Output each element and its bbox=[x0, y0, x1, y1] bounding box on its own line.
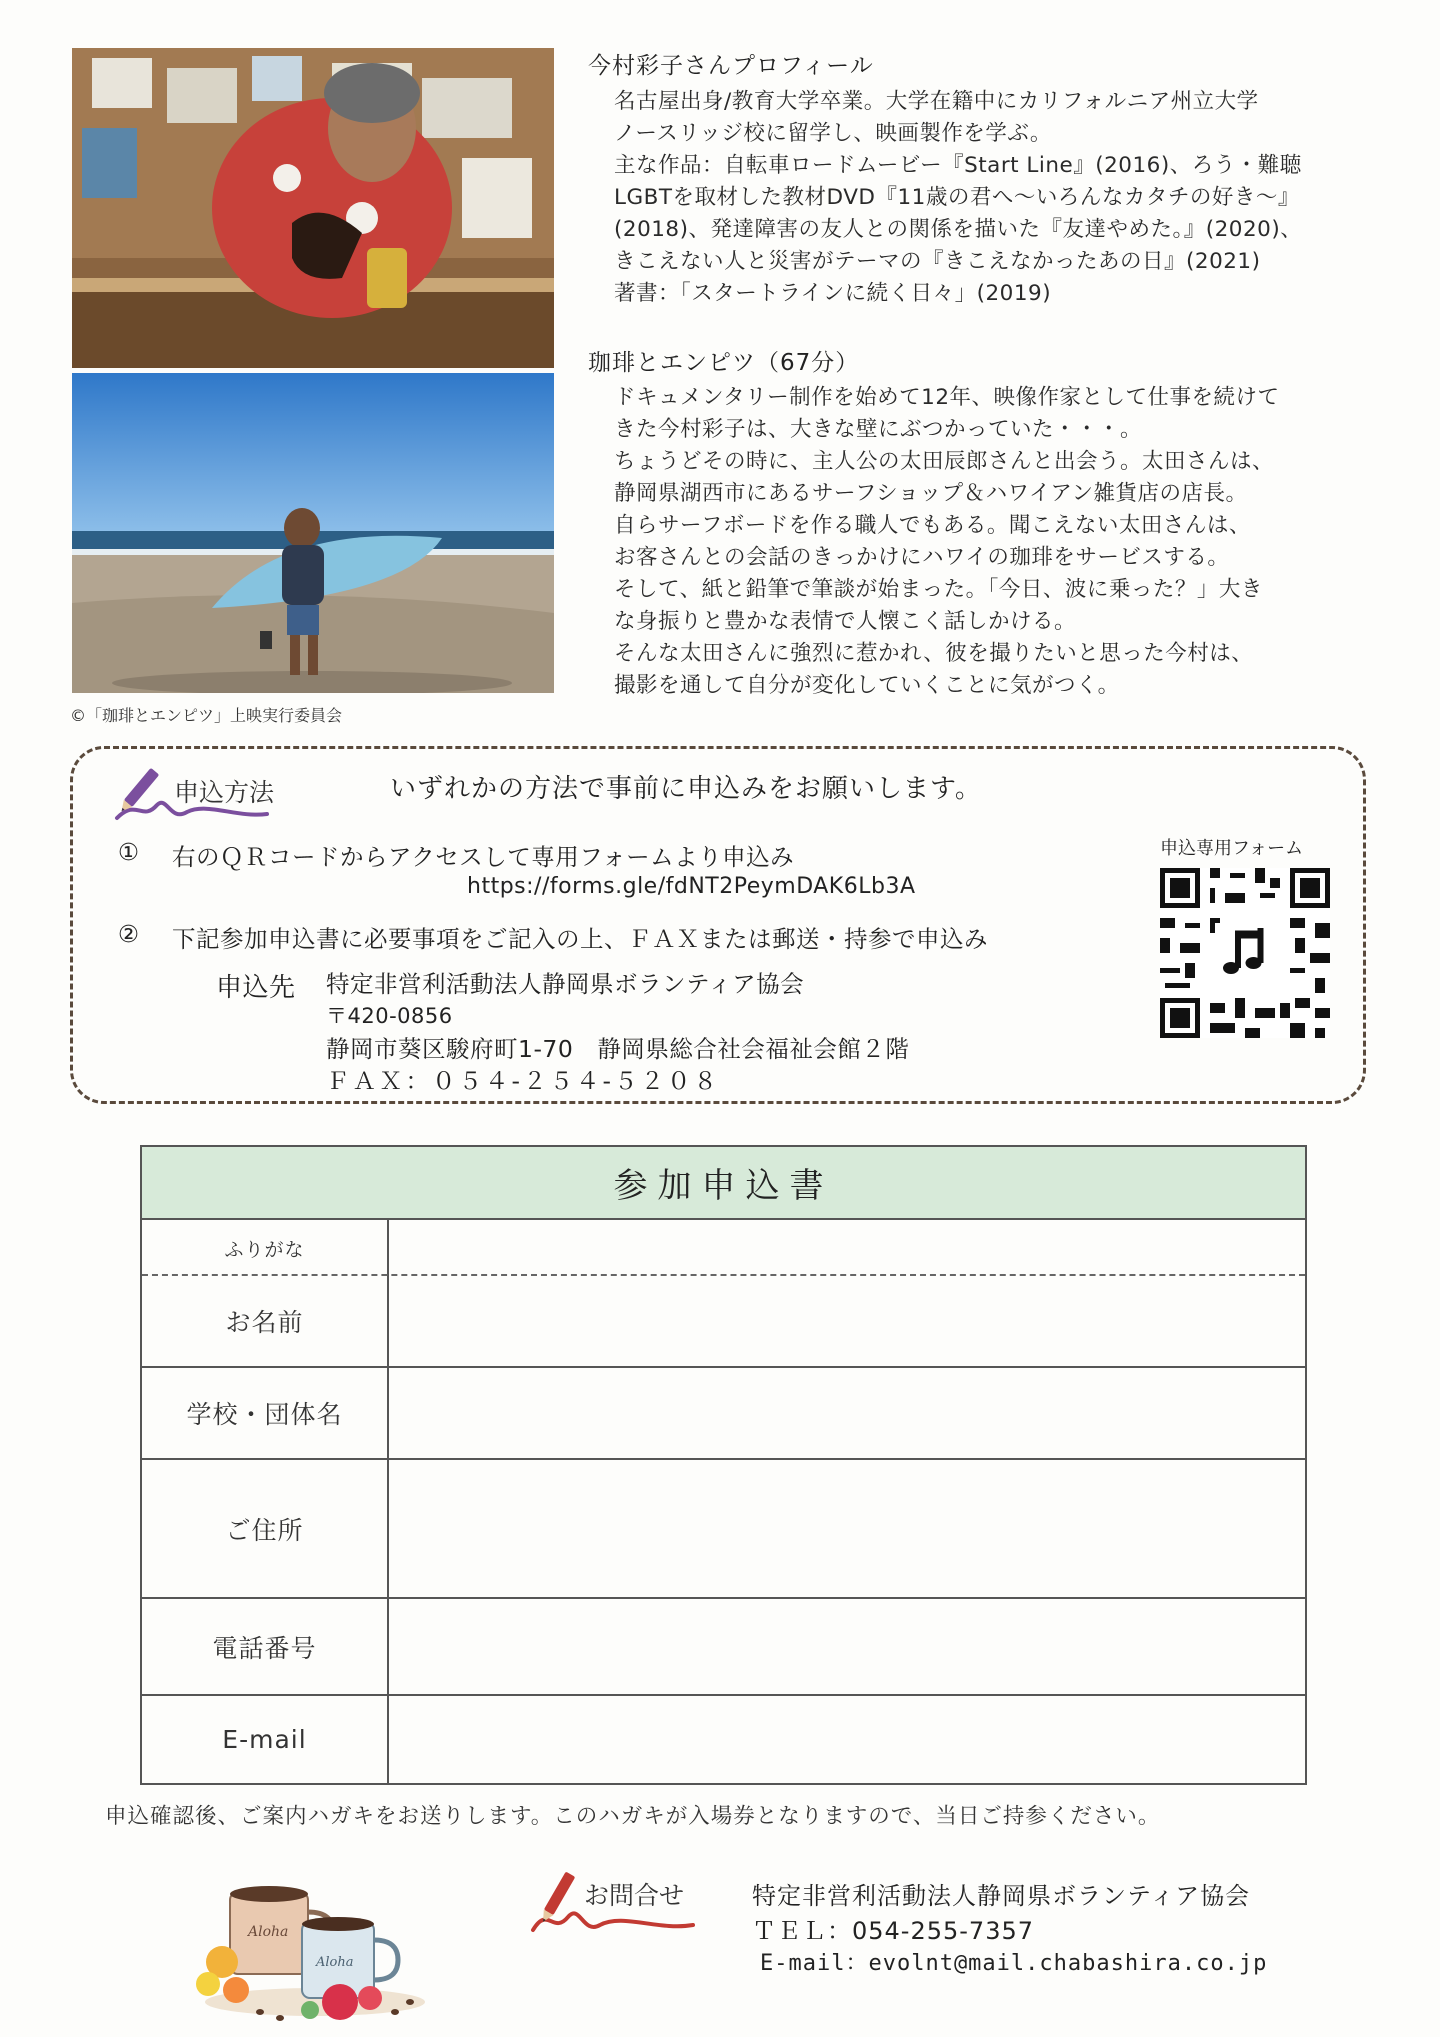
film-line: ちょうどその時に、主人公の太田辰郎さんと出会う。太田さんは、 bbox=[614, 449, 1275, 474]
method-item1-text: 右のＱＲコードからアクセスして専用フォームより申込み bbox=[172, 843, 795, 871]
photo-surfer-beach bbox=[72, 373, 554, 693]
name-field[interactable] bbox=[389, 1276, 1305, 1366]
method-title: 申込方法 bbox=[174, 778, 275, 807]
film-line: な身振りと豊かな表情で人懐こく話しかける。 bbox=[614, 609, 1077, 634]
qr-label: 申込専用フォーム bbox=[1160, 838, 1304, 859]
profile-heading: 今村彩子さんプロフィール bbox=[588, 53, 874, 79]
profile-line: (2018)、発達障害の友人との関係を描いた『友達やめた。』(2020)、 bbox=[614, 217, 1303, 242]
confirmation-note: 申込確認後、ご案内ハガキをお送りします。このハガキが入場券となりますので、当日ご持参ください。 bbox=[105, 1804, 1161, 1829]
film-line: きた今村彩子は、大きな壁にぶつかっていた・・・。 bbox=[614, 417, 1143, 442]
inquiry-email[interactable]: E-mail：evolnt@mail.chabashira.co.jp bbox=[760, 1951, 1268, 1976]
photo-credit: ©「珈琲とエンピツ」上映実行委員会 bbox=[70, 706, 343, 725]
film-line: お客さんとの会話のきっかけにハワイの珈琲をサービスする。 bbox=[614, 545, 1230, 570]
mug-label: Aloha bbox=[248, 1924, 289, 1940]
film-line: そして、紙と鉛筆で筆談が始まった。「今日、波に乗った？」大き bbox=[614, 577, 1263, 602]
qr-code-icon[interactable] bbox=[1160, 868, 1330, 1038]
destination-label: 申込先 bbox=[216, 973, 296, 1003]
profile-line: きこえない人と災害がテーマの『きこえなかったあの日』(2021) bbox=[614, 249, 1261, 274]
inquiry-org: 特定非営利活動法人静岡県ボランティア協会 bbox=[752, 1882, 1251, 1910]
form-label-name: お名前 bbox=[225, 1308, 304, 1337]
destination-org: 特定非営利活動法人静岡県ボランティア協会 bbox=[326, 970, 805, 998]
email-field[interactable] bbox=[389, 1696, 1305, 1783]
method-lead: いずれかの方法で事前に申込みをお願いします。 bbox=[390, 774, 982, 804]
phone-field[interactable] bbox=[389, 1599, 1305, 1694]
school-field[interactable] bbox=[389, 1368, 1305, 1458]
destination-fax: ＦＡＸ：０５４-２５４-５２０８ bbox=[326, 1067, 720, 1095]
profile-line: ノースリッジ校に留学し、映画製作を学ぶ。 bbox=[614, 121, 1052, 146]
film-body bbox=[614, 382, 1280, 702]
film-heading: 珈琲とエンピツ（67分） bbox=[588, 350, 860, 376]
profile-line: 名古屋出身/教育大学卒業。大学在籍中にカリフォルニア州立大学 bbox=[614, 89, 1259, 114]
destination-address: 静岡市葵区駿府町1-70 静岡県総合社会福祉会館２階 bbox=[326, 1035, 910, 1063]
form-label-address: ご住所 bbox=[225, 1515, 304, 1545]
form-label-school: 学校・団体名 bbox=[186, 1400, 343, 1429]
application-form-table bbox=[140, 1145, 1307, 1785]
film-line: そんな太田さんに強烈に惹かれ、彼を撮りたいと思った今村は、 bbox=[614, 641, 1254, 666]
furigana-field[interactable] bbox=[389, 1222, 1305, 1274]
profile-line: LGBTを取材した教材DVD『11歳の君へ～いろんなカタチの好き～』 bbox=[614, 185, 1300, 210]
form-url-link[interactable]: https://forms.gle/fdNT2PeymDAK6Lb3A bbox=[467, 874, 916, 899]
form-label-furigana: ふりがな bbox=[224, 1238, 305, 1261]
mug-label: Aloha bbox=[316, 1955, 354, 1970]
film-line: 自らサーフボードを作る職人でもある。聞こえない太田さんは、 bbox=[614, 513, 1251, 538]
address-field[interactable] bbox=[389, 1460, 1305, 1597]
profile-line: 主な作品：自転車ロードムービー『Start Line』(2016)、ろう・難聴 bbox=[614, 153, 1302, 178]
inquiry-title: お問合せ bbox=[584, 1881, 685, 1910]
form-label-email: E-mail bbox=[222, 1725, 307, 1754]
film-line: ドキュメンタリー制作を始めて12年、映像作家として仕事を続けて bbox=[614, 385, 1280, 410]
method-item1-number: ① bbox=[118, 838, 140, 866]
form-title: 参加申込書 bbox=[142, 1147, 1305, 1220]
destination-postal: 〒420-0856 bbox=[326, 1004, 453, 1028]
film-line: 静岡県湖西市にあるサーフショップ＆ハワイアン雑貨店の店長。 bbox=[614, 481, 1248, 506]
profile-line: 著書：「スタートラインに続く日々」(2019) bbox=[614, 281, 1052, 306]
photo-coffee-pouring bbox=[72, 48, 554, 368]
method-item2-number: ② bbox=[118, 920, 140, 948]
form-label-phone: 電話番号 bbox=[212, 1633, 317, 1663]
film-line: 撮影を通して自分が変化していくことに気がつく。 bbox=[614, 673, 1120, 698]
profile-body bbox=[614, 86, 1302, 310]
aloha-mugs-illustration-icon bbox=[190, 1852, 440, 2027]
method-item2-text: 下記参加申込書に必要事項をご記入の上、ＦＡＸまたは郵送・持参で申込み bbox=[172, 925, 988, 953]
inquiry-tel: ＴＥＬ：054-255-7357 bbox=[752, 1917, 1035, 1945]
